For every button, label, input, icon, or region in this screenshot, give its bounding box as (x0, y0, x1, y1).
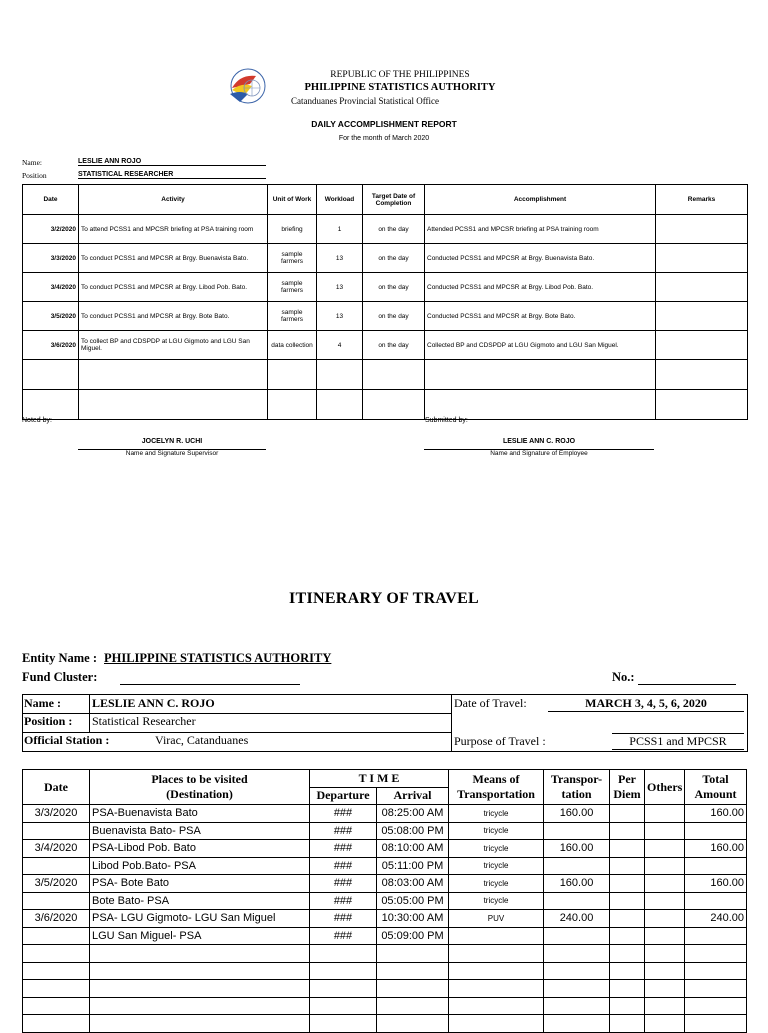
report-title: DAILY ACCOMPLISHMENT REPORT (311, 119, 457, 129)
cell-accomplishment: Conducted PCSS1 and MPCSR at Brgy. Buenavista Bato. (425, 244, 656, 273)
name-label: Name: (22, 158, 42, 167)
submitted-by-label: Submitted by: (425, 417, 468, 424)
cell-accomplishment: Conducted PCSS1 and MPCSR at Brgy. Libod Pob. Bato. (425, 273, 656, 302)
cell-others (645, 875, 685, 893)
cell-arrival: 08:25:00 AM (377, 805, 449, 823)
cell-others (645, 910, 685, 928)
cell-date: 3/3/2020 (23, 805, 90, 823)
cell-unit: briefing (268, 215, 317, 244)
cell-workload: 13 (317, 244, 363, 273)
table-row (23, 244, 748, 273)
table-row (23, 390, 748, 420)
table-row (23, 997, 747, 1015)
entity-name: PHILIPPINE STATISTICS AUTHORITY (104, 651, 332, 665)
cell-unit: sample farmers (268, 302, 317, 331)
cell-unit: sample farmers (268, 244, 317, 273)
cell-unit: sample farmers (268, 273, 317, 302)
cell-workload: 13 (317, 273, 363, 302)
cell-means (449, 927, 544, 945)
traveler-name: LESLIE ANN C. ROJO (92, 696, 215, 710)
agency-name: PHILIPPINE STATISTICS AUTHORITY (304, 82, 496, 93)
cell-departure: ### (310, 927, 377, 945)
cell-arrival: 05:11:00 PM (377, 857, 449, 875)
cell-arrival: 05:09:00 PM (377, 927, 449, 945)
cell-workload: 4 (317, 331, 363, 360)
cell-departure: ### (310, 875, 377, 893)
table-row (23, 875, 747, 893)
col-workload: Workload (317, 185, 363, 215)
report-period: For the month of March 2020 (338, 135, 430, 142)
cell-date: 3/5/2020 (23, 875, 90, 893)
cell-departure: ### (310, 892, 377, 910)
col-others: Others (645, 770, 685, 805)
cell-accomplishment: Conducted PCSS1 and MPCSR at Brgy. Bote Bato. (425, 302, 656, 331)
cell-per-diem (610, 805, 645, 823)
cell-total: 160.00 (685, 875, 747, 893)
cell-place: PSA- Bote Bato (90, 875, 310, 893)
table-row (23, 840, 747, 858)
cell-total (685, 822, 747, 840)
cell-place: Buenavista Bato- PSA (90, 822, 310, 840)
cell-departure: ### (310, 822, 377, 840)
cell-date (23, 927, 90, 945)
cell-others (645, 892, 685, 910)
cell-per-diem (610, 892, 645, 910)
cell-date: 3/4/2020 (23, 840, 90, 858)
itinerary-title: ITINERARY OF TRAVEL (288, 590, 480, 607)
cell-total (685, 927, 747, 945)
cell-per-diem (610, 910, 645, 928)
cell-transportation (544, 927, 610, 945)
cell-departure: ### (310, 805, 377, 823)
col-activity: Activity (79, 185, 268, 215)
cell-transportation (544, 892, 610, 910)
cell-others (645, 805, 685, 823)
noted-by-label: Noted by: (22, 417, 52, 424)
itinerary-table (22, 769, 747, 1033)
cell-accomplishment: Collected BP and CDSPDP at LGU Gigmoto and LGU San Miguel. (425, 331, 656, 360)
cell-remarks (656, 215, 748, 244)
cell-remarks (656, 273, 748, 302)
cell-activity: To conduct PCSS1 and MPCSR at Brgy. Buenavista Bato. (79, 244, 268, 273)
position-label: Position (22, 171, 47, 180)
name-label-itin: Name : (24, 696, 61, 710)
table-row (23, 822, 747, 840)
entity-label: Entity Name : (22, 651, 97, 665)
submitted-caption: Name and Signature of Employee (424, 449, 654, 457)
cell-total (685, 857, 747, 875)
official-station: Virac, Catanduanes (155, 733, 249, 747)
station-label: Official Station : (24, 733, 110, 747)
cell-total (685, 892, 747, 910)
cell-transportation: 240.00 (544, 910, 610, 928)
cell-date: 3/2/2020 (23, 215, 79, 244)
cell-date: 3/6/2020 (23, 331, 79, 360)
cell-date: 3/5/2020 (23, 302, 79, 331)
cell-means: tricycle (449, 822, 544, 840)
date-of-travel-label: Date of Travel: (454, 696, 527, 710)
cell-means: tricycle (449, 840, 544, 858)
date-of-travel: MARCH 3, 4, 5, 6, 2020 (548, 696, 744, 712)
cell-workload: 1 (317, 215, 363, 244)
cell-others (645, 927, 685, 945)
cell-unit: data collection (268, 331, 317, 360)
cell-remarks (656, 244, 748, 273)
cell-total: 160.00 (685, 840, 747, 858)
cell-transportation: 160.00 (544, 805, 610, 823)
cell-activity: To collect BP and CDSPDP at LGU Gigmoto and LGU San Miguel. (79, 331, 268, 360)
no-label: No.: (612, 670, 635, 684)
col-means: Means of Transportation (449, 770, 544, 805)
table-header-row (23, 185, 748, 215)
cell-accomplishment: Attended PCSS1 and MPCSR briefing at PSA training room (425, 215, 656, 244)
cell-means: tricycle (449, 805, 544, 823)
cell-means: tricycle (449, 875, 544, 893)
cell-remarks (656, 302, 748, 331)
col-arrival: Arrival (377, 787, 449, 805)
col-unit: Unit of Work (268, 185, 317, 215)
cell-date: 3/3/2020 (23, 244, 79, 273)
cell-others (645, 840, 685, 858)
cell-activity: To conduct PCSS1 and MPCSR at Brgy. Bote Bato. (79, 302, 268, 331)
table-row (23, 910, 747, 928)
cell-transportation (544, 857, 610, 875)
cell-place: PSA-Libod Pob. Bato (90, 840, 310, 858)
table-row (23, 302, 748, 331)
col-departure: Departure (310, 787, 377, 805)
cell-remarks (656, 331, 748, 360)
col-target: Target Date of Completion (363, 185, 425, 215)
cell-arrival: 05:05:00 PM (377, 892, 449, 910)
table-row (23, 273, 748, 302)
cell-arrival: 08:03:00 AM (377, 875, 449, 893)
cell-total: 160.00 (685, 805, 747, 823)
cell-means: PUV (449, 910, 544, 928)
cell-target: on the day (363, 273, 425, 302)
table-row (23, 927, 747, 945)
table-row (23, 1015, 747, 1033)
cell-date (23, 822, 90, 840)
cell-others (645, 857, 685, 875)
col-time: T I M E (310, 770, 449, 788)
cell-means: tricycle (449, 857, 544, 875)
cell-per-diem (610, 927, 645, 945)
cell-transportation: 160.00 (544, 875, 610, 893)
cell-date (23, 892, 90, 910)
no-line (638, 684, 736, 685)
cell-arrival: 08:10:00 AM (377, 840, 449, 858)
cell-date (23, 857, 90, 875)
cell-place: Bote Bato- PSA (90, 892, 310, 910)
cell-departure: ### (310, 840, 377, 858)
employee-name: LESLIE ANN ROJO (78, 158, 266, 166)
cell-target: on the day (363, 244, 425, 273)
table-row (23, 945, 747, 963)
col-total: Total Amount (685, 770, 747, 805)
col-accomplishment: Accomplishment (425, 185, 656, 215)
cell-date: 3/4/2020 (23, 273, 79, 302)
cell-per-diem (610, 875, 645, 893)
col-transportation: Transpor- tation (544, 770, 610, 805)
fund-cluster-line (120, 684, 300, 685)
table-row (23, 215, 748, 244)
table-row (23, 962, 747, 980)
cell-transportation (544, 822, 610, 840)
cell-activity: To attend PCSS1 and MPCSR briefing at PSA training room (79, 215, 268, 244)
table-row (23, 857, 747, 875)
office-name: Catanduanes Provincial Statistical Office (290, 96, 440, 106)
cell-transportation: 160.00 (544, 840, 610, 858)
position-label-itin: Position : (24, 714, 73, 728)
cell-arrival: 10:30:00 AM (377, 910, 449, 928)
purpose-of-travel: PCSS1 and MPCSR (612, 733, 744, 750)
cell-activity: To conduct PCSS1 and MPCSR at Brgy. Libod Pob. Bato. (79, 273, 268, 302)
cell-per-diem (610, 840, 645, 858)
col-date: Date (23, 185, 79, 215)
accomplishment-table (22, 184, 748, 420)
cell-target: on the day (363, 215, 425, 244)
table-row (23, 980, 747, 998)
purpose-label: Purpose of Travel : (454, 734, 546, 748)
col-date: Date (23, 770, 90, 805)
cell-departure: ### (310, 857, 377, 875)
submitted-name: LESLIE ANN C. ROJO (502, 438, 576, 445)
cell-target: on the day (363, 331, 425, 360)
cell-total: 240.00 (685, 910, 747, 928)
employee-position: STATISTICAL RESEARCHER (78, 171, 266, 179)
table-row (23, 805, 747, 823)
psa-logo (222, 66, 270, 106)
fund-cluster-label: Fund Cluster: (22, 670, 98, 684)
noted-name: JOCELYN R. UCHI (141, 438, 203, 445)
cell-departure: ### (310, 910, 377, 928)
cell-workload: 13 (317, 302, 363, 331)
cell-means: tricycle (449, 892, 544, 910)
cell-place: Libod Pob.Bato- PSA (90, 857, 310, 875)
cell-per-diem (610, 822, 645, 840)
table-row (23, 360, 748, 390)
table-row (23, 331, 748, 360)
cell-place: LGU San Miguel- PSA (90, 927, 310, 945)
col-per-diem: Per Diem (610, 770, 645, 805)
table-row (23, 892, 747, 910)
republic-line: REPUBLIC OF THE PHILIPPINES (330, 70, 470, 80)
cell-place: PSA-Buenavista Bato (90, 805, 310, 823)
cell-place: PSA- LGU Gigmoto- LGU San Miguel (90, 910, 310, 928)
itinerary-header-row (23, 770, 747, 788)
cell-others (645, 822, 685, 840)
col-places: Places to be visited (Destination) (90, 770, 310, 805)
col-remarks: Remarks (656, 185, 748, 215)
cell-per-diem (610, 857, 645, 875)
cell-arrival: 05:08:00 PM (377, 822, 449, 840)
noted-caption: Name and Signature Supervisor (78, 449, 266, 457)
cell-target: on the day (363, 302, 425, 331)
traveler-position: Statistical Researcher (92, 714, 196, 728)
cell-date: 3/6/2020 (23, 910, 90, 928)
